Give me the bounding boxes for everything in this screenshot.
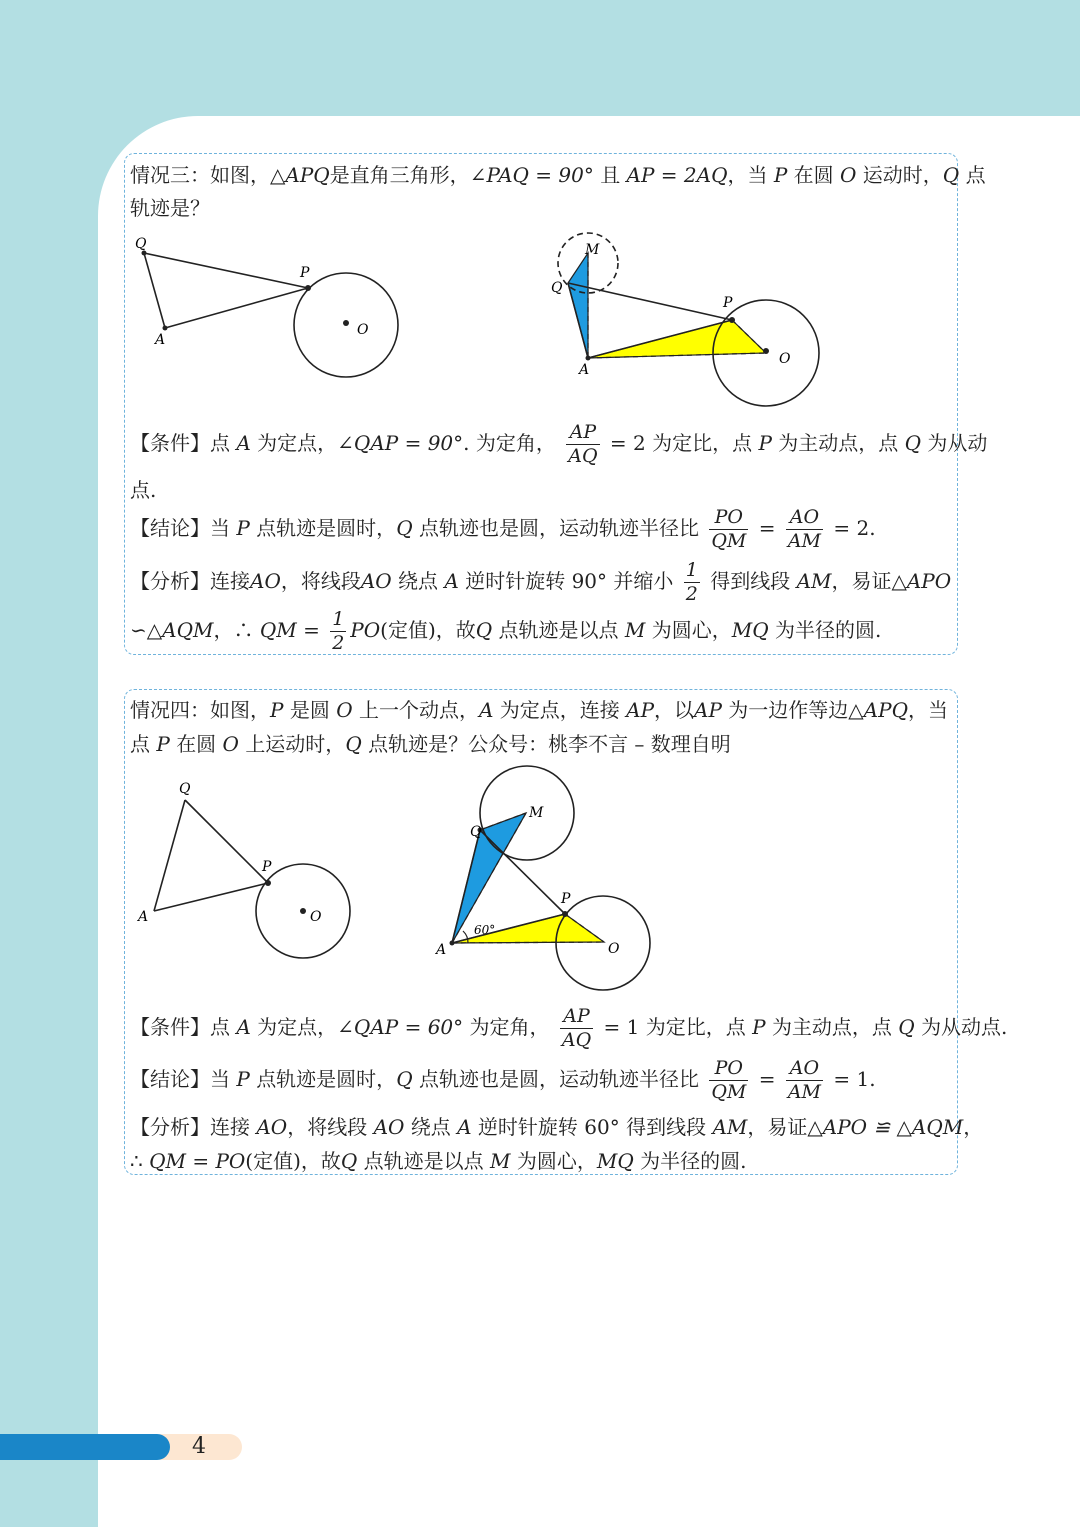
- case4-conclusion-fraction-1: $\frac{PO}{QM}$: [711, 1057, 747, 1103]
- case3-analysis-line1: 【分析】连接AO，将线段AO 绕点 A 逆时针旋转 90° 并缩小 $\frac{1}{2}$ 得到线段 AM，易证△APO: [130, 559, 952, 605]
- svg-text:Q: Q: [135, 236, 147, 252]
- case4-figure-right: [430, 760, 660, 1000]
- svg-text:A: A: [436, 942, 447, 958]
- svg-text:O: O: [779, 351, 791, 367]
- case4-conclusion-fraction-2: $\frac{AO}{AM}$: [787, 1057, 822, 1103]
- case4-condition-fraction: $\frac{AP}{AQ}$: [561, 1005, 592, 1051]
- svg-text:Q: Q: [470, 824, 482, 840]
- case3-conclusion-fraction-2: $\frac{AO}{AM}$: [787, 506, 822, 552]
- case3-conclusion: 【结论】当 P 点轨迹是圆时，Q 点轨迹也是圆，运动轨迹半径比 $\frac{PO}{QM}$ = $\frac{AO}{AM}$ = 2.: [130, 506, 876, 552]
- case4-condition: 【条件】点 A 为定点，∠QAP = 60° 为定角， $\frac{AP}{AQ}$ = 1 为定比，点 P 为主动点，点 Q 为从动点.: [130, 1005, 1008, 1051]
- page-number: 4: [192, 1434, 206, 1459]
- svg-text:P: P: [262, 859, 272, 875]
- svg-text:P: P: [300, 265, 310, 281]
- svg-text:M: M: [529, 805, 544, 821]
- case4-conclusion: 【结论】当 P 点轨迹是圆时，Q 点轨迹也是圆，运动轨迹半径比 $\frac{PO}{QM}$ = $\frac{AO}{AM}$ = 1.: [130, 1057, 876, 1103]
- case3-conclusion-fraction-1: $\frac{PO}{QM}$: [711, 506, 747, 552]
- svg-text:Q: Q: [179, 781, 191, 797]
- footer-bar: [0, 1434, 170, 1460]
- case3-intro-line2: 轨迹是？: [130, 196, 210, 220]
- case4-analysis-line1: 【分析】连接 AO，将线段 AO 绕点 A 逆时针旋转 60° 得到线段 AM，易证△APO ≌ △AQM，: [130, 1115, 984, 1139]
- case3-intro-line1: 情况三：如图，△APQ是直角三角形，∠PAQ = 90° 且 AP = 2AQ，当 P 在圆 O 运动时，Q 点: [130, 163, 986, 187]
- case3-analysis-fraction-half: $\frac{1}{2}$: [685, 559, 698, 605]
- case4-intro-line2: 点 P 在圆 O 上运动时，Q 点轨迹是？公众号：桃李不言 – 数理自明: [130, 732, 731, 756]
- svg-text:M: M: [585, 242, 600, 258]
- svg-text:60°: 60°: [474, 923, 496, 937]
- svg-text:A: A: [579, 362, 590, 378]
- svg-text:O: O: [310, 909, 322, 925]
- svg-text:P: P: [723, 295, 733, 311]
- case3-condition-fraction: $\frac{AP}{AQ}$: [568, 421, 598, 467]
- case3-figure-right: [545, 228, 845, 408]
- case3-condition-line2: 点.: [130, 478, 157, 502]
- svg-text:Q: Q: [551, 280, 563, 296]
- svg-text:A: A: [155, 332, 166, 348]
- case3-figure-left: [125, 230, 415, 390]
- case4-figure-left: [130, 775, 360, 965]
- svg-text:O: O: [608, 941, 620, 957]
- svg-text:O: O: [357, 322, 369, 338]
- svg-text:P: P: [561, 891, 571, 907]
- case4-analysis-line2: ∴ QM = PO(定值)，故Q 点轨迹是以点 M 为圆心，MQ 为半径的圆.: [130, 1149, 747, 1173]
- svg-text:A: A: [138, 909, 149, 925]
- case3-analysis-fraction-half-2: $\frac{1}{2}$: [332, 608, 345, 654]
- case4-intro-line1: 情况四：如图，P 是圆 O 上一个动点，A 为定点，连接 AP，以AP 为一边作等边△APQ，当: [130, 698, 948, 722]
- case3-analysis-line2: ∽△AQM，∴ QM = $\frac{1}{2}$ PO(定值)，故Q 点轨迹是以点 M 为圆心，MQ 为半径的圆.: [130, 608, 882, 654]
- case3-condition-line1: 【条件】点 A 为定点，∠QAP = 90°. 为定角， $\frac{AP}{AQ}$ = 2 为定比，点 P 为主动点，点 Q 为从动: [130, 421, 988, 467]
